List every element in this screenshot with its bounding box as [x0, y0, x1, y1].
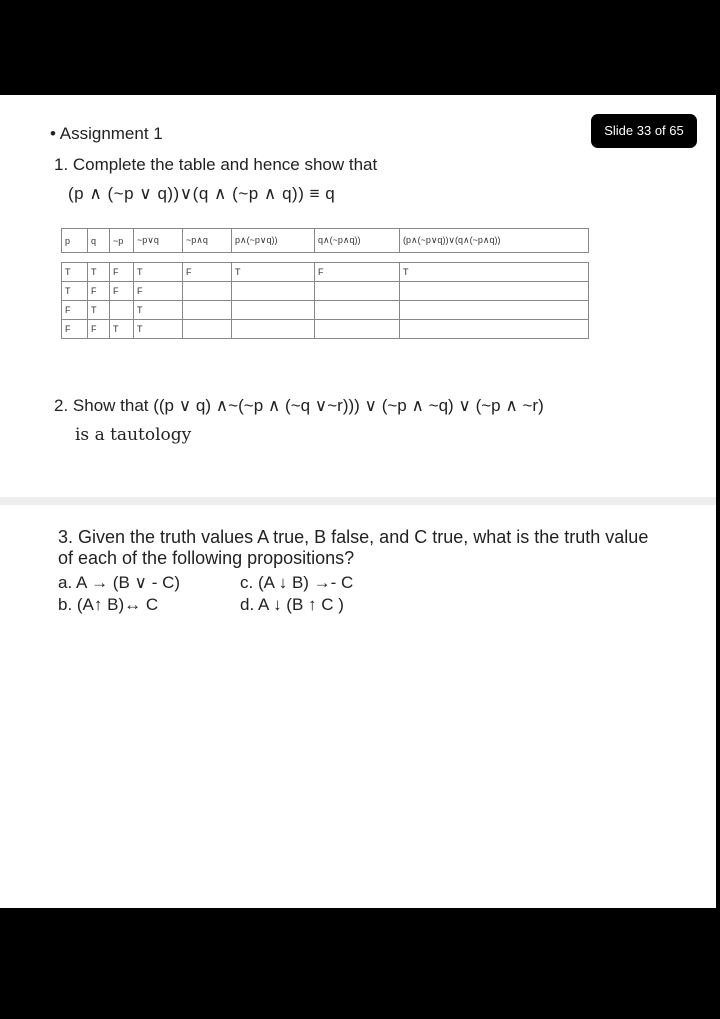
table-cell: T [110, 320, 134, 339]
table-row [62, 282, 589, 301]
table-cell [110, 301, 134, 320]
table-cell: F [88, 282, 110, 301]
table-cell: T [62, 263, 88, 282]
table-cell [232, 301, 315, 320]
table-spacer [62, 253, 589, 263]
assignment-title: Assignment 1 [59, 124, 163, 143]
table-cell [315, 282, 400, 301]
question-3-option-c: c. (A ↓ B) →- C [240, 573, 354, 592]
header-cell: ~p∨q [134, 229, 183, 253]
table-cell: T [62, 282, 88, 301]
table-cell: F [110, 282, 134, 301]
table-cell: T [88, 301, 110, 320]
table-cell: T [88, 263, 110, 282]
assignment-heading [50, 124, 163, 144]
table-cell [400, 320, 589, 339]
table-cell [400, 282, 589, 301]
table-row [62, 301, 589, 320]
question-3-text: 3. Given the truth values A true, B false, and C true, what is the truth value of each of the following propositions? [58, 527, 649, 568]
table-cell: F [134, 282, 183, 301]
header-cell: q∧(~p∧q)) [315, 229, 400, 253]
panel-divider [0, 497, 716, 505]
table-cell: F [62, 301, 88, 320]
table-cell: T [400, 263, 589, 282]
header-cell: p∧(~p∨q)) [232, 229, 315, 253]
table-row [62, 263, 589, 282]
header-cell: q [88, 229, 110, 253]
table-cell [315, 301, 400, 320]
question-1-expression: (p ∧ (~p ∨ q))∨(q ∧ (~p ∧ q)) ≡ q [68, 184, 336, 203]
table-cell [183, 282, 232, 301]
header-cell: ~p∧q [183, 229, 232, 253]
question-1-text: 1. Complete the table and hence show that [54, 155, 378, 174]
question-2-subtext: is a tautology [75, 425, 192, 445]
table-cell: F [62, 320, 88, 339]
table-cell: F [88, 320, 110, 339]
bullet-icon: • [50, 124, 56, 143]
header-cell: p [62, 229, 88, 253]
table-cell: T [232, 263, 315, 282]
table-cell: T [134, 320, 183, 339]
question-2-text: 2. Show that ((p ∨ q) ∧~(~p ∧ (~q ∨~r))) ∨ (~p ∧ ~q) ∨ (~p ∧ ~r) [54, 396, 544, 415]
table-cell [232, 282, 315, 301]
header-cell: (p∧(~p∨q))∨(q∧(~p∧q)) [400, 229, 589, 253]
table-cell: T [134, 301, 183, 320]
question-3-option-b: b. (A↑ B)↔ C [58, 595, 159, 614]
table-cell [400, 301, 589, 320]
table-cell [183, 320, 232, 339]
table-cell: F [315, 263, 400, 282]
slide-counter-badge: Slide 33 of 65 [591, 114, 697, 148]
question-3-option-a: a. A → (B ∨ - C) [58, 573, 181, 592]
table-row [62, 320, 589, 339]
table-cell: T [134, 263, 183, 282]
table-cell [315, 320, 400, 339]
table-cell: F [183, 263, 232, 282]
header-cell: ~p [110, 229, 134, 253]
truth-table-header [62, 229, 589, 253]
question-3-option-d: d. A ↓ (B ↑ C ) [240, 595, 344, 614]
table-cell [232, 320, 315, 339]
table-cell: F [110, 263, 134, 282]
truth-table [61, 228, 589, 339]
table-cell [183, 301, 232, 320]
